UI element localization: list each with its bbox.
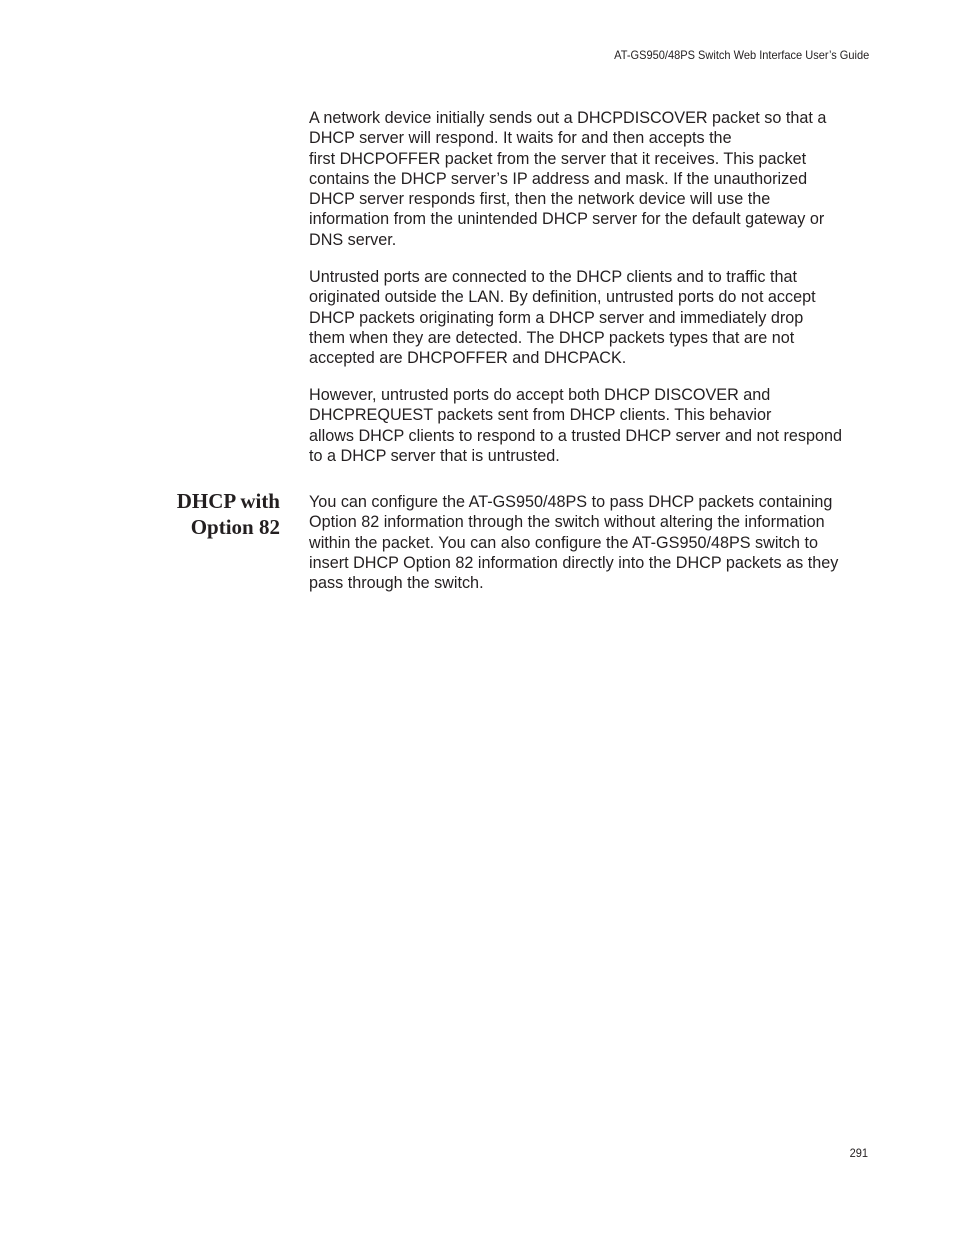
page-number: 291 — [849, 1146, 868, 1160]
heading-line: Option 82 — [190, 515, 280, 539]
text-line: You can configure the AT-GS950/48PS to pass DHCP packets containing — [309, 493, 833, 511]
text-line: Option 82 information through the switch without altering the information — [309, 513, 825, 532]
paragraph-option-82 — [309, 492, 871, 593]
text-line: DHCPREQUEST packets sent from DHCP clients. This behavior — [309, 406, 772, 425]
paragraph-untrusted-ports — [309, 267, 871, 368]
text-line: information from the unintended DHCP server for the default gateway or — [309, 210, 825, 229]
text-line: pass through the switch. — [309, 574, 484, 593]
text-line: However, untrusted ports do accept both DHCP DISCOVER and — [309, 386, 771, 404]
text-line: to a DHCP server that is untrusted. — [309, 446, 560, 465]
section-heading-dhcp-option-82 — [177, 488, 280, 540]
text-line: within the packet. You can also configure the AT-GS950/48PS switch to — [309, 533, 819, 552]
heading-line: DHCP with — [176, 489, 280, 513]
text-line: DHCP packets originating form a DHCP server and immediately drop — [309, 308, 804, 327]
running-header: AT-GS950/48PS Switch Web Interface User’s Guide — [613, 48, 869, 62]
text-line: accepted are DHCPOFFER and DHCPACK. — [309, 349, 627, 368]
text-line: them when they are detected. The DHCP packets types that are not — [309, 328, 795, 347]
text-line: A network device initially sends out a DHCPDISCOVER packet so that a — [309, 109, 827, 127]
text-line: contains the DHCP server’s IP address and mask. If the unauthorized — [309, 169, 808, 188]
text-line: Untrusted ports are connected to the DHCP clients and to traffic that — [309, 268, 797, 286]
text-line: first DHCPOFFER packet from the server that it receives. This packet — [309, 149, 807, 168]
text-line: insert DHCP Option 82 information directly into the DHCP packets as they — [309, 553, 839, 572]
paragraph-dhcp-discover — [309, 108, 871, 250]
text-line: DNS server. — [309, 230, 397, 249]
text-line: DHCP server will respond. It waits for and then accepts the — [309, 129, 732, 148]
text-line: DHCP server responds first, then the network device will use the — [309, 190, 771, 209]
paragraph-untrusted-accept — [309, 385, 871, 466]
text-line: allows DHCP clients to respond to a trusted DHCP server and not respond — [309, 426, 842, 445]
text-line: originated outside the LAN. By definition, untrusted ports do not accept — [309, 288, 816, 307]
